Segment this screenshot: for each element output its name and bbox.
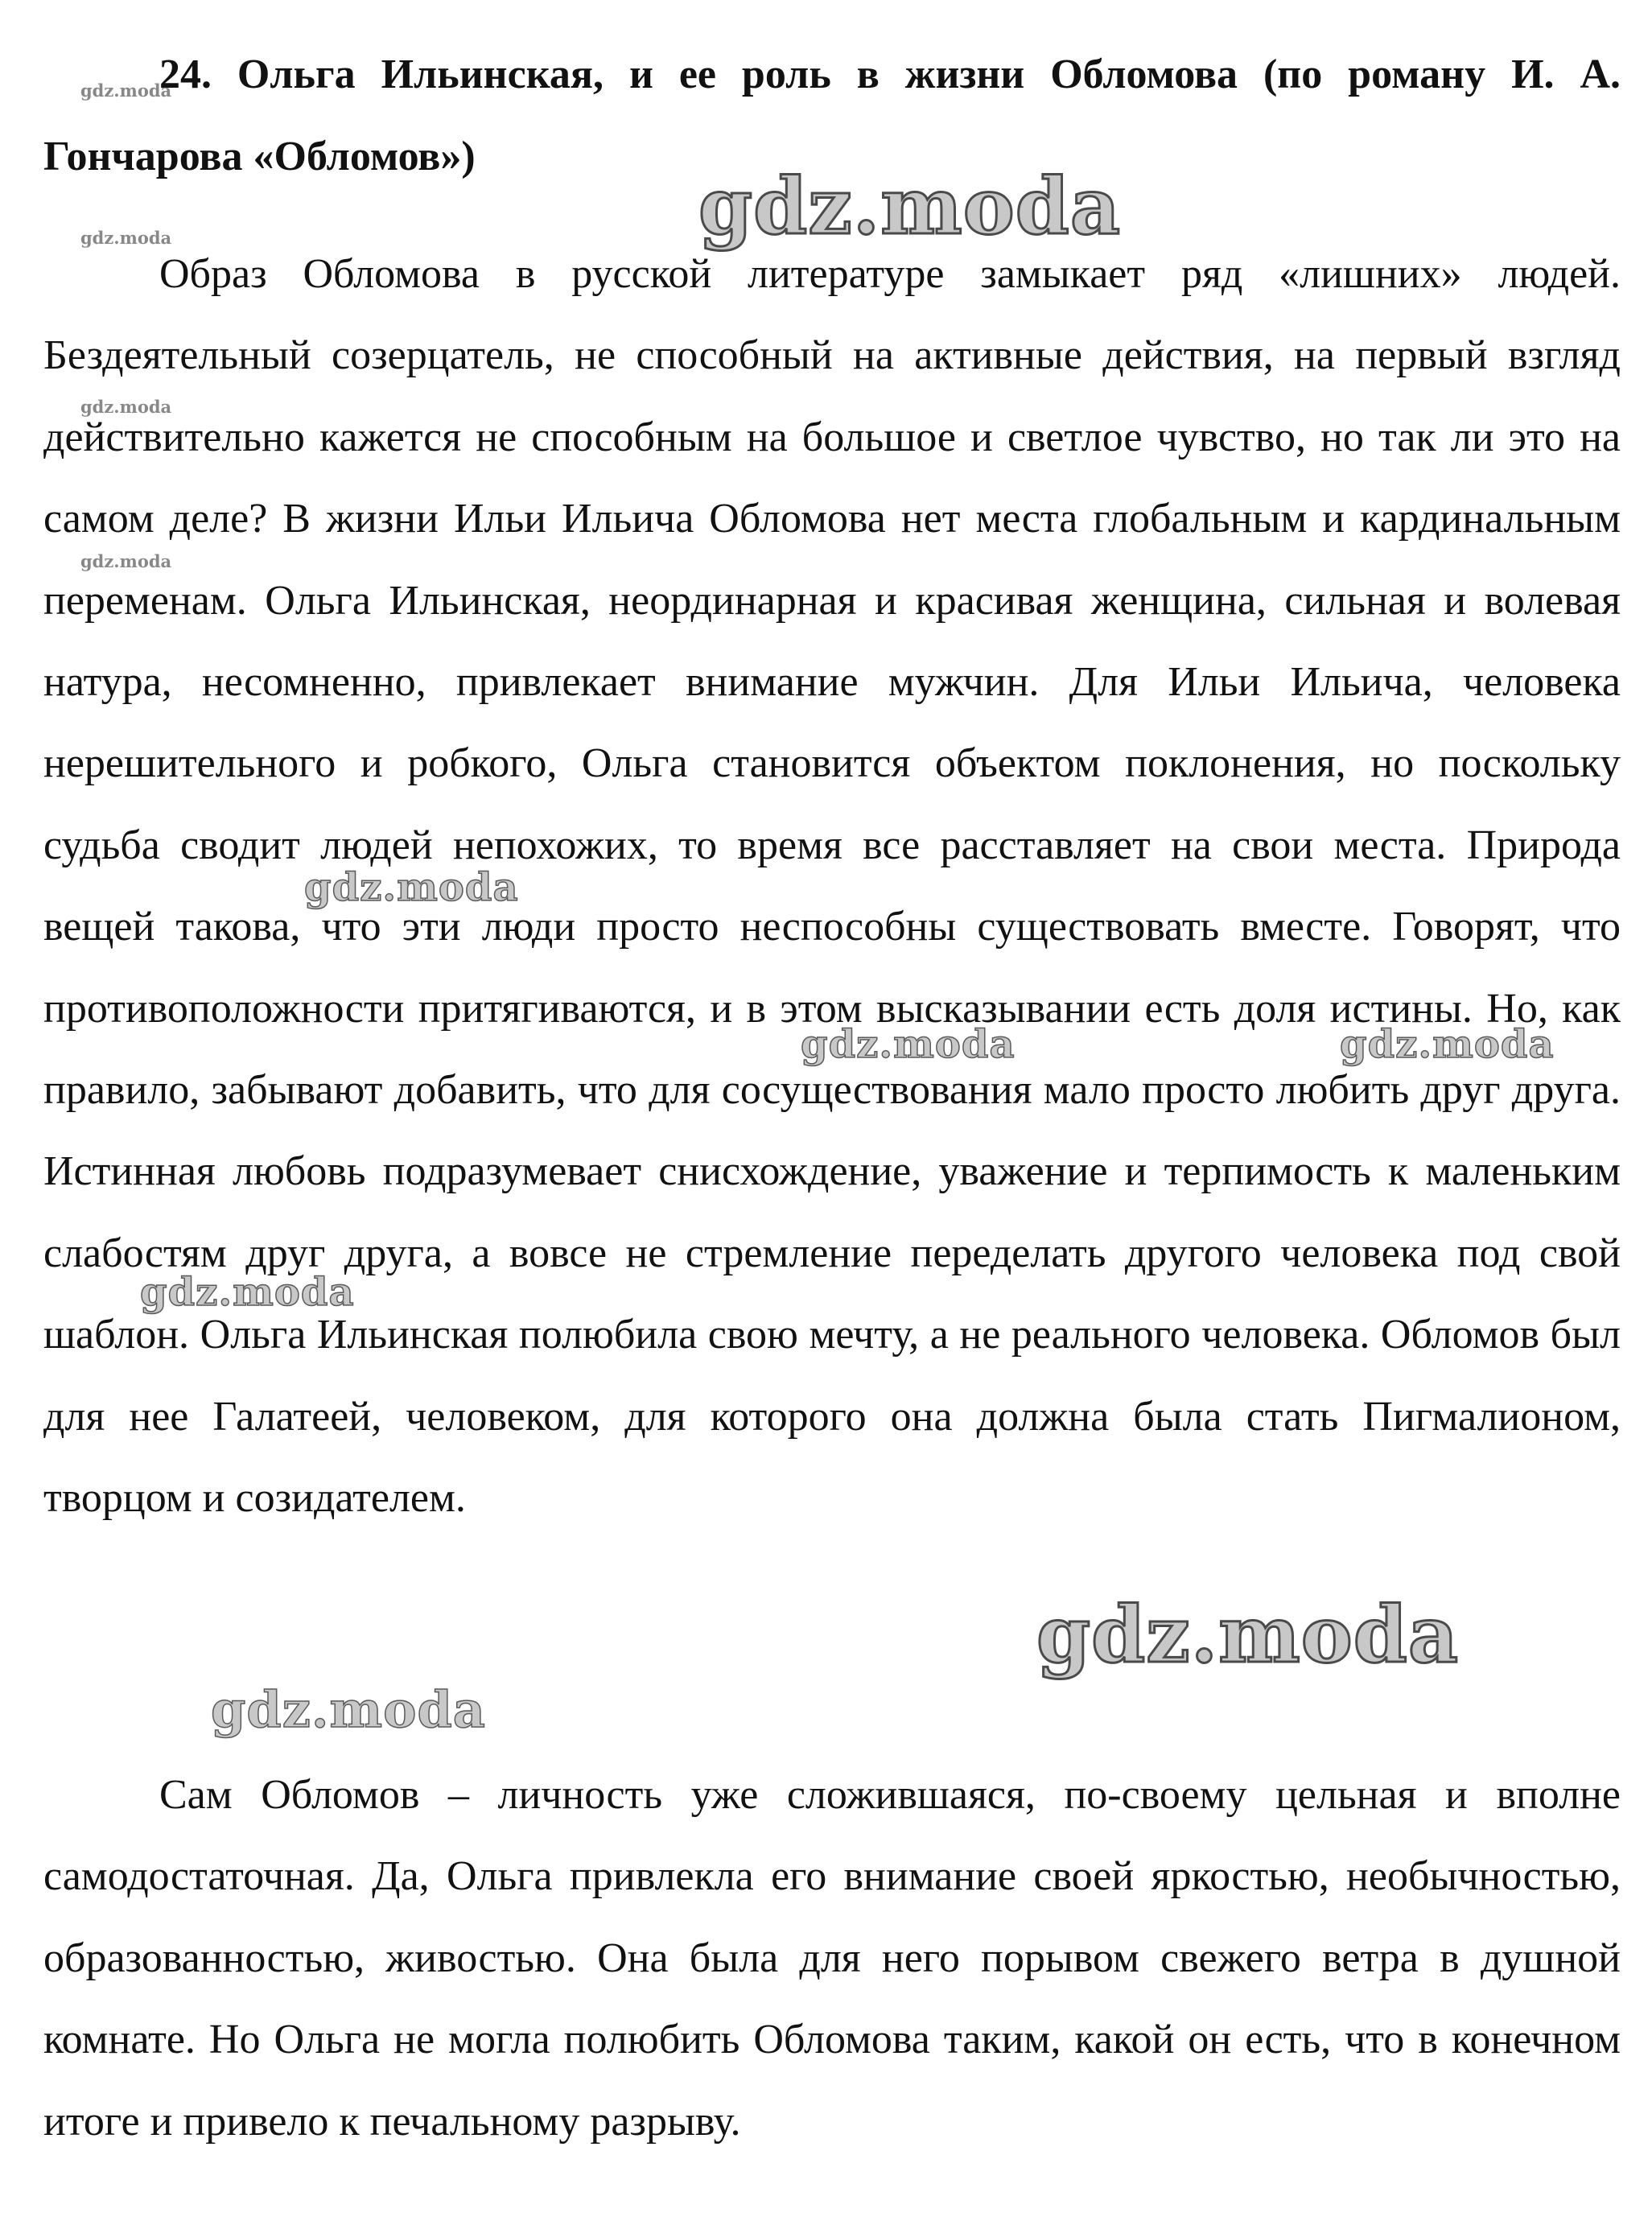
watermark: gdz.moda (304, 865, 519, 910)
paragraph-1: Образ Обломова в русской литературе замыкает ряд «лишних» людей. Бездеятельный созерцатель, не способный на активные действия, на первый взгляд действительно кажется не способным на большое и светлое чувство, но так ли это на самом деле? В жизни Ильи Ильича Обломова нет места глобальным и кардинальным переменам. Ольга Ильинская, неординарная и красивая женщина, сильная и волевая натура, несомненно, привлекает внимание мужчин. Для Ильи Ильича, человека нерешительного и робкого, Ольга становится объектом поклонения, но поскольку судьба сводит людей непохожих, то время все расставляет на свои места. Природа вещей такова, что эти люди просто неспособны существовать вместе. Говорят, что противоположности притягиваются, и в этом высказывании есть доля истины. Но, как правило, забывают добавить, что для сосуществования мало просто любить друг друга. Истинная любовь подразумевает снисхождение, уважение и терпимость к маленьким слабостям друг друга, а вовсе не стремление переделать другого человека под свой шаблон. Ольга Ильинская полюбила свою мечту, а не реального человека. Обломов был для нее Галатеей, человеком, для которого она должна была стать Пигмалионом, творцом и созидателем. (43, 251, 1621, 1522)
watermark: gdz.moda (80, 228, 172, 248)
paragraph-2: Сам Обломов – личность уже сложившаяся, по-своему цельная и вполне самодостаточная. Да, Ольга привлекла его внимание своей яркостью, необычностью, образованностью, живостью. Она была для него порывом свежего ветра в душной комнате. Но Ольга не могла полюбить Обломова таким, какой он есть, что в конечном итоге и привело к печальному разрыву. (43, 1772, 1621, 2145)
watermark: gdz.moda (801, 1022, 1016, 1067)
watermark: gdz.moda (80, 80, 172, 101)
watermark: gdz.moda (698, 161, 1122, 252)
title-text: 24. Ольга Ильинская, и ее роль в жизни Обломова (по роману И. А. Гончарова «Обломов») (43, 52, 1621, 179)
watermark: gdz.moda (80, 551, 172, 571)
watermark: gdz.moda (1036, 1589, 1460, 1680)
watermark: gdz.moda (211, 1680, 486, 1739)
page-title (43, 34, 1621, 198)
watermark: gdz.moda (80, 397, 172, 417)
watermark: gdz.moda (140, 1270, 355, 1315)
watermark: gdz.moda (1340, 1022, 1555, 1067)
